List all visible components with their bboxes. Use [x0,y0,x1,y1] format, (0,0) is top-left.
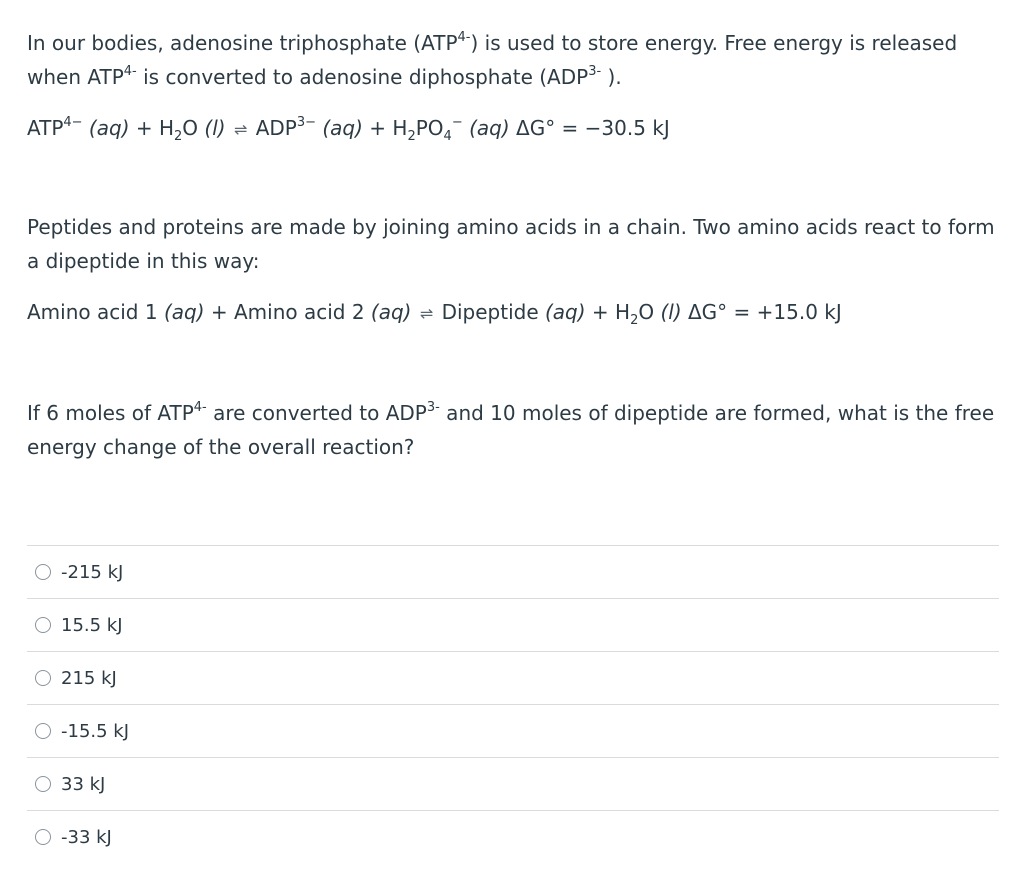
text-segment: ). [601,65,622,89]
text-segment: + H [585,300,631,324]
answer-option[interactable] [27,652,999,705]
answer-label: 33 kJ [61,773,106,795]
superscript: 3- [588,64,602,79]
text-segment: + H [129,116,175,140]
superscript: 3- [426,400,440,415]
text-segment: is converted to adenosine diphosphate (ADP [136,65,589,89]
answer-label: -15.5 kJ [61,720,130,742]
question-prompt [27,396,1007,464]
superscript: 4- [123,64,137,79]
answer-label: 15.5 kJ [61,614,123,636]
text-segment: Amino acid 1 [27,300,164,324]
state-label: (aq) [370,300,412,324]
answer-label: -33 kJ [61,826,112,848]
text-segment: + Amino acid 2 [204,300,371,324]
text-segment: In our bodies, adenosine triphosphate (ATP [27,31,458,55]
superscript: − [451,115,463,130]
subscript: 4 [443,129,452,144]
answer-list [27,545,999,863]
text-segment: O [638,300,661,324]
subscript: 2 [407,129,416,144]
state-label: (aq) [163,300,205,324]
answer-label: -215 kJ [61,561,124,583]
delta-g-value: ΔG° = −30.5 kJ [509,116,670,140]
superscript: 4- [193,400,207,415]
answer-option[interactable] [27,758,999,811]
text-segment: O [182,116,205,140]
answer-label: 215 kJ [61,667,117,689]
intro-paragraph [27,26,1007,94]
text-segment: If 6 moles of ATP [27,401,194,425]
text-segment: ADP [249,116,297,140]
equilibrium-arrow-icon: ⇌ [233,120,248,139]
radio-button[interactable] [35,564,51,580]
radio-button[interactable] [35,723,51,739]
answer-option[interactable] [27,546,999,599]
subscript: 2 [174,129,183,144]
superscript: 3− [296,115,317,130]
atp-equation [27,111,670,147]
answer-option[interactable] [27,811,999,863]
text-segment: and 10 moles of dipeptide are formed, what is the free energy change of the overall reaction? [27,401,995,459]
subscript: 2 [630,313,639,328]
radio-button[interactable] [35,670,51,686]
text-segment: + H [362,116,408,140]
delta-g-value: ΔG° = +15.0 kJ [681,300,842,324]
state-label: (l) [660,300,682,324]
text-segment: ATP [27,116,64,140]
radio-button[interactable] [35,776,51,792]
state-label: (aq) [82,116,130,140]
superscript: 4− [63,115,83,130]
radio-button[interactable] [35,617,51,633]
equilibrium-arrow-icon: ⇌ [419,304,434,323]
state-label: (aq) [316,116,363,140]
state-label: (aq) [462,116,510,140]
answer-option[interactable] [27,705,999,758]
text-segment: PO [415,116,444,140]
state-label: (l) [204,116,226,140]
peptide-paragraph: Peptides and proteins are made by joining amino acids in a chain. Two amino acids react to form a dipeptide in this way: [27,215,995,273]
text-segment: Dipeptide [435,300,545,324]
radio-button[interactable] [35,829,51,845]
answer-option[interactable] [27,599,999,652]
text-segment: ) is used to store energy. Free energy is released when ATP [27,31,958,89]
superscript: 4- [457,30,471,45]
text-segment: are converted to ADP [206,401,427,425]
dipeptide-equation [27,295,842,331]
state-label: (aq) [545,300,586,324]
